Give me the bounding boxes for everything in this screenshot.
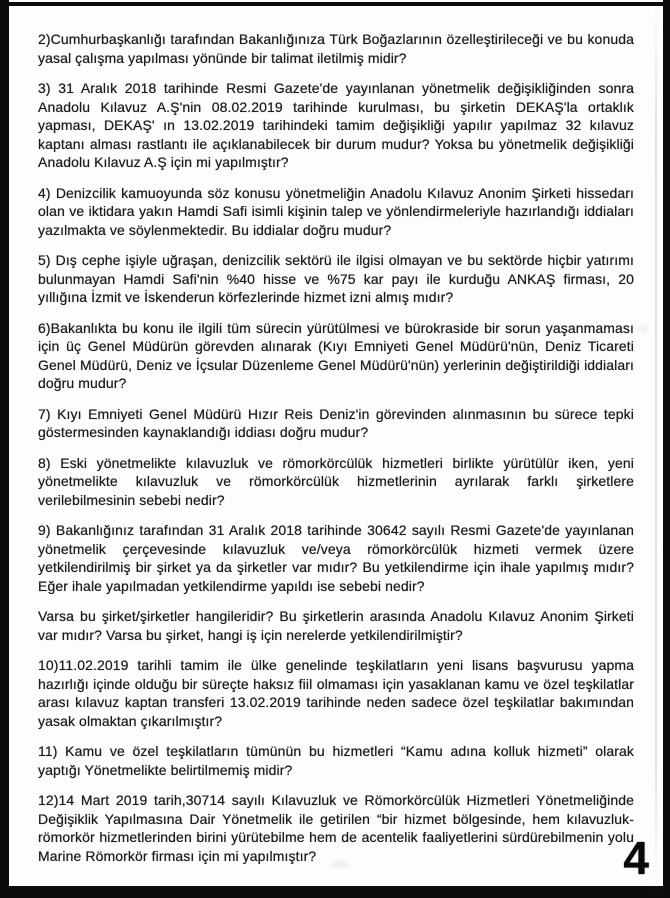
question-6: 6)Bakanlıkta bu konu ile ilgili tüm sürecin yürütülmesi ve bürokraside bir sorun yaşanmaması için üç Genel Müdürün görevden alınarak (Kıyı Emniyeti Genel Müdürü'nün, Deniz Ticareti Genel Müdürü, Deniz ve İçsular Düzenleme Genel Müdürü'nün) yerlerinin değiştirildiği iddiaları doğru mudur? — [38, 319, 634, 391]
document-text-block — [38, 30, 634, 877]
scan-edge-bottom — [0, 886, 670, 898]
question-3: 3) 31 Aralık 2018 tarihinde Resmi Gazete'de yayınlanan yönetmelik değişikliğinden sonra Anadolu Kılavuz A.Ş'nin 08.02.2019 tarihinde kurulması, bu şirketin DEKAŞ'la ortaklık yapması, DEKAŞ' ın 13.02.2019 tarihindeki tamim değişikliği yapılır yapılmaz 32 kılavuz kaptanı alması rastlantı ile açıklanabilecek bir durum mudur? Yoksa bu yönetmelik değişikliği Anadolu Kılavuz A.Ş için mi yapılmıştır? — [38, 80, 634, 170]
question-5: 5) Dış cephe işiyle uğraşan, denizcilik sektörü ile ilgisi olmayan ve bu sektörde hiçbir yatırımı bulunmayan Hamdi Safi'nin %40 hisse ve %75 kar payı ile kurduğu ANKAŞ firması, 20 yıllığına İzmit ve İskenderun körfezlerinde hizmet izni almış mıdır? — [38, 252, 634, 305]
question-2: 2)Cumhurbaşkanlığı tarafından Bakanlığınıza Türk Boğazlarının özelleştirileceği ve bu konuda yasal çalışma yapılması yönünde bir talimat iletilmiş midir? — [38, 31, 634, 66]
question-11: 11) Kamu ve özel teşkilatların tümünün bu hizmetleri “Kamu adına kolluk hizmeti” olarak yaptığı Yönetmelikte belirtilmemiş midir? — [38, 743, 634, 778]
question-9-followup: Varsa bu şirket/şirketler hangileridir? Bu şirketlerin arasında Anadolu Kılavuz Anonim Şirketi var mıdır? Varsa bu şirket, hangi iş için nerelerde yetkilendirilmiştir? — [38, 608, 634, 643]
scan-edge-left — [0, 0, 9, 898]
question-4: 4) Denizcilik kamuoyunda söz konusu yönetmeliğin Anadolu Kılavuz Anonim Şirketi hissedarı olan ve iktidara yakın Hamdi Safi isimli kişinin talep ve yönlendirmeleriyle hazırlandığı iddiaları yazılmakta ve söylenmektedir. Bu iddialar doğru mudur? — [38, 184, 634, 238]
question-12: 12)14 Mart 2019 tarih,30714 sayılı Kılavuzluk ve Römorkörcülük Hizmetleri Yönetmeliğinde Değişiklik Yapılmasına Dair Yönetmelik ile getirilen “bir hizmet bölgesinde, hem kılavuzluk- römorkör hizmetlerinden birini yürütebilme hem de acentelik faaliyetlerini sürdürebilmenin yolu Marine Römorkör firması için mi yapılmıştır? — [38, 792, 634, 864]
scan-artifact-smudge — [636, 327, 650, 331]
question-10: 10)11.02.2019 tarihli tamim ile ülke genelinde teşkilatların yeni lisans başvurusu yapma hazırlığı içinde olduğu bir süreçte haksız fiil olmaması için yasaklanan kamu ve özel teşkilatlar arası kılavuz kaptan transferi 13.02.2019 tarihinde neden sadece özel teşkilatlar bakımından yasak olmaktan çıkarılmıştır? — [38, 657, 634, 729]
question-9: 9) Bakanlığınız tarafından 31 Aralık 2018 tarihinde 30642 sayılı Resmi Gazete'de yayınlanan yönetmelik çerçevesinde kılavuzluk ve/veya römorkörcülük hizmeti vermek üzere yetkilendirilmiş bir şirket ya da şirketler var mıdır? Bu yetkilendirme için ihale yapılmış mıdır? Eğer ihale yapılmadan yetkilendirme yapıldı ise sebebi nedir? — [38, 522, 634, 594]
question-7: 7) Kıyı Emniyeti Genel Müdürü Hızır Reis Deniz'in görevinden alınmasının bu sürece tepki göstermesinden kaynaklandığı iddiası doğru mudur? — [38, 405, 634, 440]
page-number: 4 — [623, 832, 649, 884]
scan-edge-top — [0, 2, 670, 6]
question-8: 8) Eski yönetmelikte kılavuzluk ve römorkörcülük hizmetleri birlikte yürütülür iken, yeni yönetmelikte kılavuzluk ve römorkörcülük hizmetlerinin ayrılarak farklı şirketlere verilebilmesinin sebebi nedir? — [38, 454, 634, 508]
scan-edge-right — [663, 0, 670, 898]
scan-artifact-line — [655, 0, 657, 898]
